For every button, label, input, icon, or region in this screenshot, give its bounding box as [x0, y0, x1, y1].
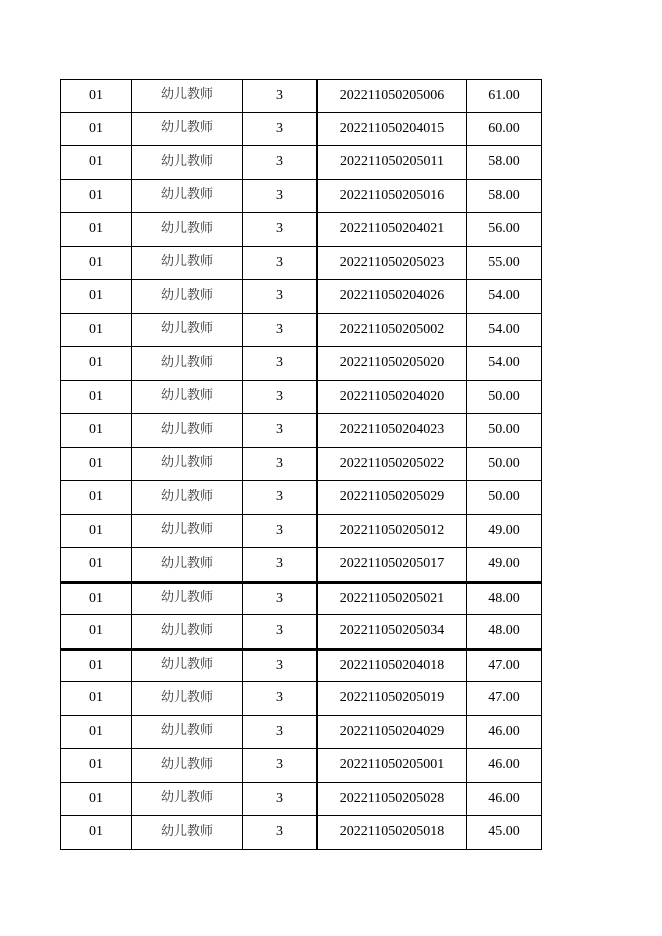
score-cell: 46.00: [467, 716, 542, 750]
position-name-cell: 幼儿教师: [132, 481, 243, 515]
hiring-count-cell: 3: [243, 515, 318, 549]
position-code-cell: 01: [60, 381, 132, 415]
position-code-cell: 01: [60, 314, 132, 348]
exam-id-cell: 202211050204020: [318, 381, 467, 415]
table-row: [60, 213, 542, 247]
exam-id-cell: 202211050204018: [318, 649, 467, 683]
position-code-cell: 01: [60, 548, 132, 582]
hiring-count-cell: 3: [243, 347, 318, 381]
hiring-count-cell: 3: [243, 816, 318, 850]
position-name-cell: 幼儿教师: [132, 448, 243, 482]
score-cell: 47.00: [467, 682, 542, 716]
score-cell: 49.00: [467, 515, 542, 549]
hiring-count-cell: 3: [243, 314, 318, 348]
position-name-cell: 幼儿教师: [132, 548, 243, 582]
exam-id-cell: 202211050204023: [318, 414, 467, 448]
score-cell: 50.00: [467, 414, 542, 448]
exam-id-cell: 202211050205029: [318, 481, 467, 515]
position-code-cell: 01: [60, 816, 132, 850]
hiring-count-cell: 3: [243, 414, 318, 448]
hiring-count-cell: 3: [243, 381, 318, 415]
hiring-count-cell: 3: [243, 749, 318, 783]
position-code-cell: 01: [60, 615, 132, 649]
exam-id-cell: 202211050204015: [318, 113, 467, 147]
position-name-cell: 幼儿教师: [132, 280, 243, 314]
table-row: [60, 649, 542, 683]
hiring-count-cell: 3: [243, 582, 318, 616]
position-name-cell: 幼儿教师: [132, 783, 243, 817]
score-cell: 46.00: [467, 749, 542, 783]
position-name-cell: 幼儿教师: [132, 749, 243, 783]
position-code-cell: 01: [60, 749, 132, 783]
position-name-cell: 幼儿教师: [132, 682, 243, 716]
score-cell: 58.00: [467, 146, 542, 180]
score-cell: 56.00: [467, 213, 542, 247]
position-code-cell: 01: [60, 347, 132, 381]
position-name-cell: 幼儿教师: [132, 816, 243, 850]
table-row: [60, 448, 542, 482]
position-code-cell: 01: [60, 113, 132, 147]
score-cell: 61.00: [467, 79, 542, 113]
hiring-count-cell: 3: [243, 79, 318, 113]
hiring-count-cell: 3: [243, 213, 318, 247]
hiring-count-cell: 3: [243, 481, 318, 515]
hiring-count-cell: 3: [243, 548, 318, 582]
hiring-count-cell: 3: [243, 682, 318, 716]
table-row: [60, 280, 542, 314]
table-row: [60, 113, 542, 147]
position-name-cell: 幼儿教师: [132, 582, 243, 616]
hiring-count-cell: 3: [243, 280, 318, 314]
hiring-count-cell: 3: [243, 247, 318, 281]
position-code-cell: 01: [60, 649, 132, 683]
position-name-cell: 幼儿教师: [132, 314, 243, 348]
position-name-cell: 幼儿教师: [132, 515, 243, 549]
hiring-count-cell: 3: [243, 716, 318, 750]
score-cell: 45.00: [467, 816, 542, 850]
position-name-cell: 幼儿教师: [132, 649, 243, 683]
table-row: [60, 146, 542, 180]
hiring-count-cell: 3: [243, 649, 318, 683]
table-row: [60, 347, 542, 381]
table-row: [60, 749, 542, 783]
exam-id-cell: 202211050205001: [318, 749, 467, 783]
score-table: [60, 79, 542, 850]
position-code-cell: 01: [60, 515, 132, 549]
position-code-cell: 01: [60, 682, 132, 716]
score-cell: 54.00: [467, 280, 542, 314]
exam-id-cell: 202211050204026: [318, 280, 467, 314]
table-row: [60, 247, 542, 281]
score-cell: 50.00: [467, 381, 542, 415]
exam-id-cell: 202211050204021: [318, 213, 467, 247]
score-cell: 58.00: [467, 180, 542, 214]
position-name-cell: 幼儿教师: [132, 381, 243, 415]
score-cell: 46.00: [467, 783, 542, 817]
table-row: [60, 79, 542, 113]
hiring-count-cell: 3: [243, 783, 318, 817]
position-code-cell: 01: [60, 146, 132, 180]
table-row: [60, 180, 542, 214]
score-cell: 48.00: [467, 615, 542, 649]
score-cell: 48.00: [467, 582, 542, 616]
hiring-count-cell: 3: [243, 113, 318, 147]
position-code-cell: 01: [60, 716, 132, 750]
exam-id-cell: 202211050205012: [318, 515, 467, 549]
exam-id-cell: 202211050205019: [318, 682, 467, 716]
position-name-cell: 幼儿教师: [132, 347, 243, 381]
exam-id-cell: 202211050205011: [318, 146, 467, 180]
score-cell: 54.00: [467, 314, 542, 348]
table-row: [60, 381, 542, 415]
score-cell: 47.00: [467, 649, 542, 683]
position-name-cell: 幼儿教师: [132, 113, 243, 147]
table-row: [60, 548, 542, 582]
score-cell: 50.00: [467, 448, 542, 482]
position-name-cell: 幼儿教师: [132, 79, 243, 113]
exam-id-cell: 202211050205022: [318, 448, 467, 482]
hiring-count-cell: 3: [243, 615, 318, 649]
position-name-cell: 幼儿教师: [132, 716, 243, 750]
table-row: [60, 515, 542, 549]
position-code-cell: 01: [60, 783, 132, 817]
position-name-cell: 幼儿教师: [132, 213, 243, 247]
position-code-cell: 01: [60, 481, 132, 515]
exam-id-cell: 202211050204029: [318, 716, 467, 750]
table-row: [60, 615, 542, 649]
exam-id-cell: 202211050205034: [318, 615, 467, 649]
hiring-count-cell: 3: [243, 146, 318, 180]
exam-id-cell: 202211050205002: [318, 314, 467, 348]
exam-id-cell: 202211050205028: [318, 783, 467, 817]
table-row: [60, 816, 542, 850]
position-code-cell: 01: [60, 448, 132, 482]
table-row: [60, 716, 542, 750]
position-code-cell: 01: [60, 582, 132, 616]
exam-id-cell: 202211050205023: [318, 247, 467, 281]
position-code-cell: 01: [60, 213, 132, 247]
table-row: [60, 582, 542, 616]
position-name-cell: 幼儿教师: [132, 146, 243, 180]
position-code-cell: 01: [60, 180, 132, 214]
position-code-cell: 01: [60, 414, 132, 448]
position-code-cell: 01: [60, 280, 132, 314]
position-name-cell: 幼儿教师: [132, 180, 243, 214]
position-name-cell: 幼儿教师: [132, 615, 243, 649]
table-row: [60, 481, 542, 515]
exam-id-cell: 202211050205020: [318, 347, 467, 381]
score-cell: 50.00: [467, 481, 542, 515]
exam-id-cell: 202211050205021: [318, 582, 467, 616]
score-cell: 55.00: [467, 247, 542, 281]
table-row: [60, 783, 542, 817]
position-name-cell: 幼儿教师: [132, 414, 243, 448]
score-cell: 60.00: [467, 113, 542, 147]
position-name-cell: 幼儿教师: [132, 247, 243, 281]
score-cell: 49.00: [467, 548, 542, 582]
table-row: [60, 314, 542, 348]
hiring-count-cell: 3: [243, 180, 318, 214]
hiring-count-cell: 3: [243, 448, 318, 482]
exam-id-cell: 202211050205016: [318, 180, 467, 214]
position-code-cell: 01: [60, 79, 132, 113]
table-row: [60, 682, 542, 716]
table-row: [60, 414, 542, 448]
position-code-cell: 01: [60, 247, 132, 281]
exam-id-cell: 202211050205017: [318, 548, 467, 582]
exam-id-cell: 202211050205006: [318, 79, 467, 113]
score-cell: 54.00: [467, 347, 542, 381]
exam-id-cell: 202211050205018: [318, 816, 467, 850]
